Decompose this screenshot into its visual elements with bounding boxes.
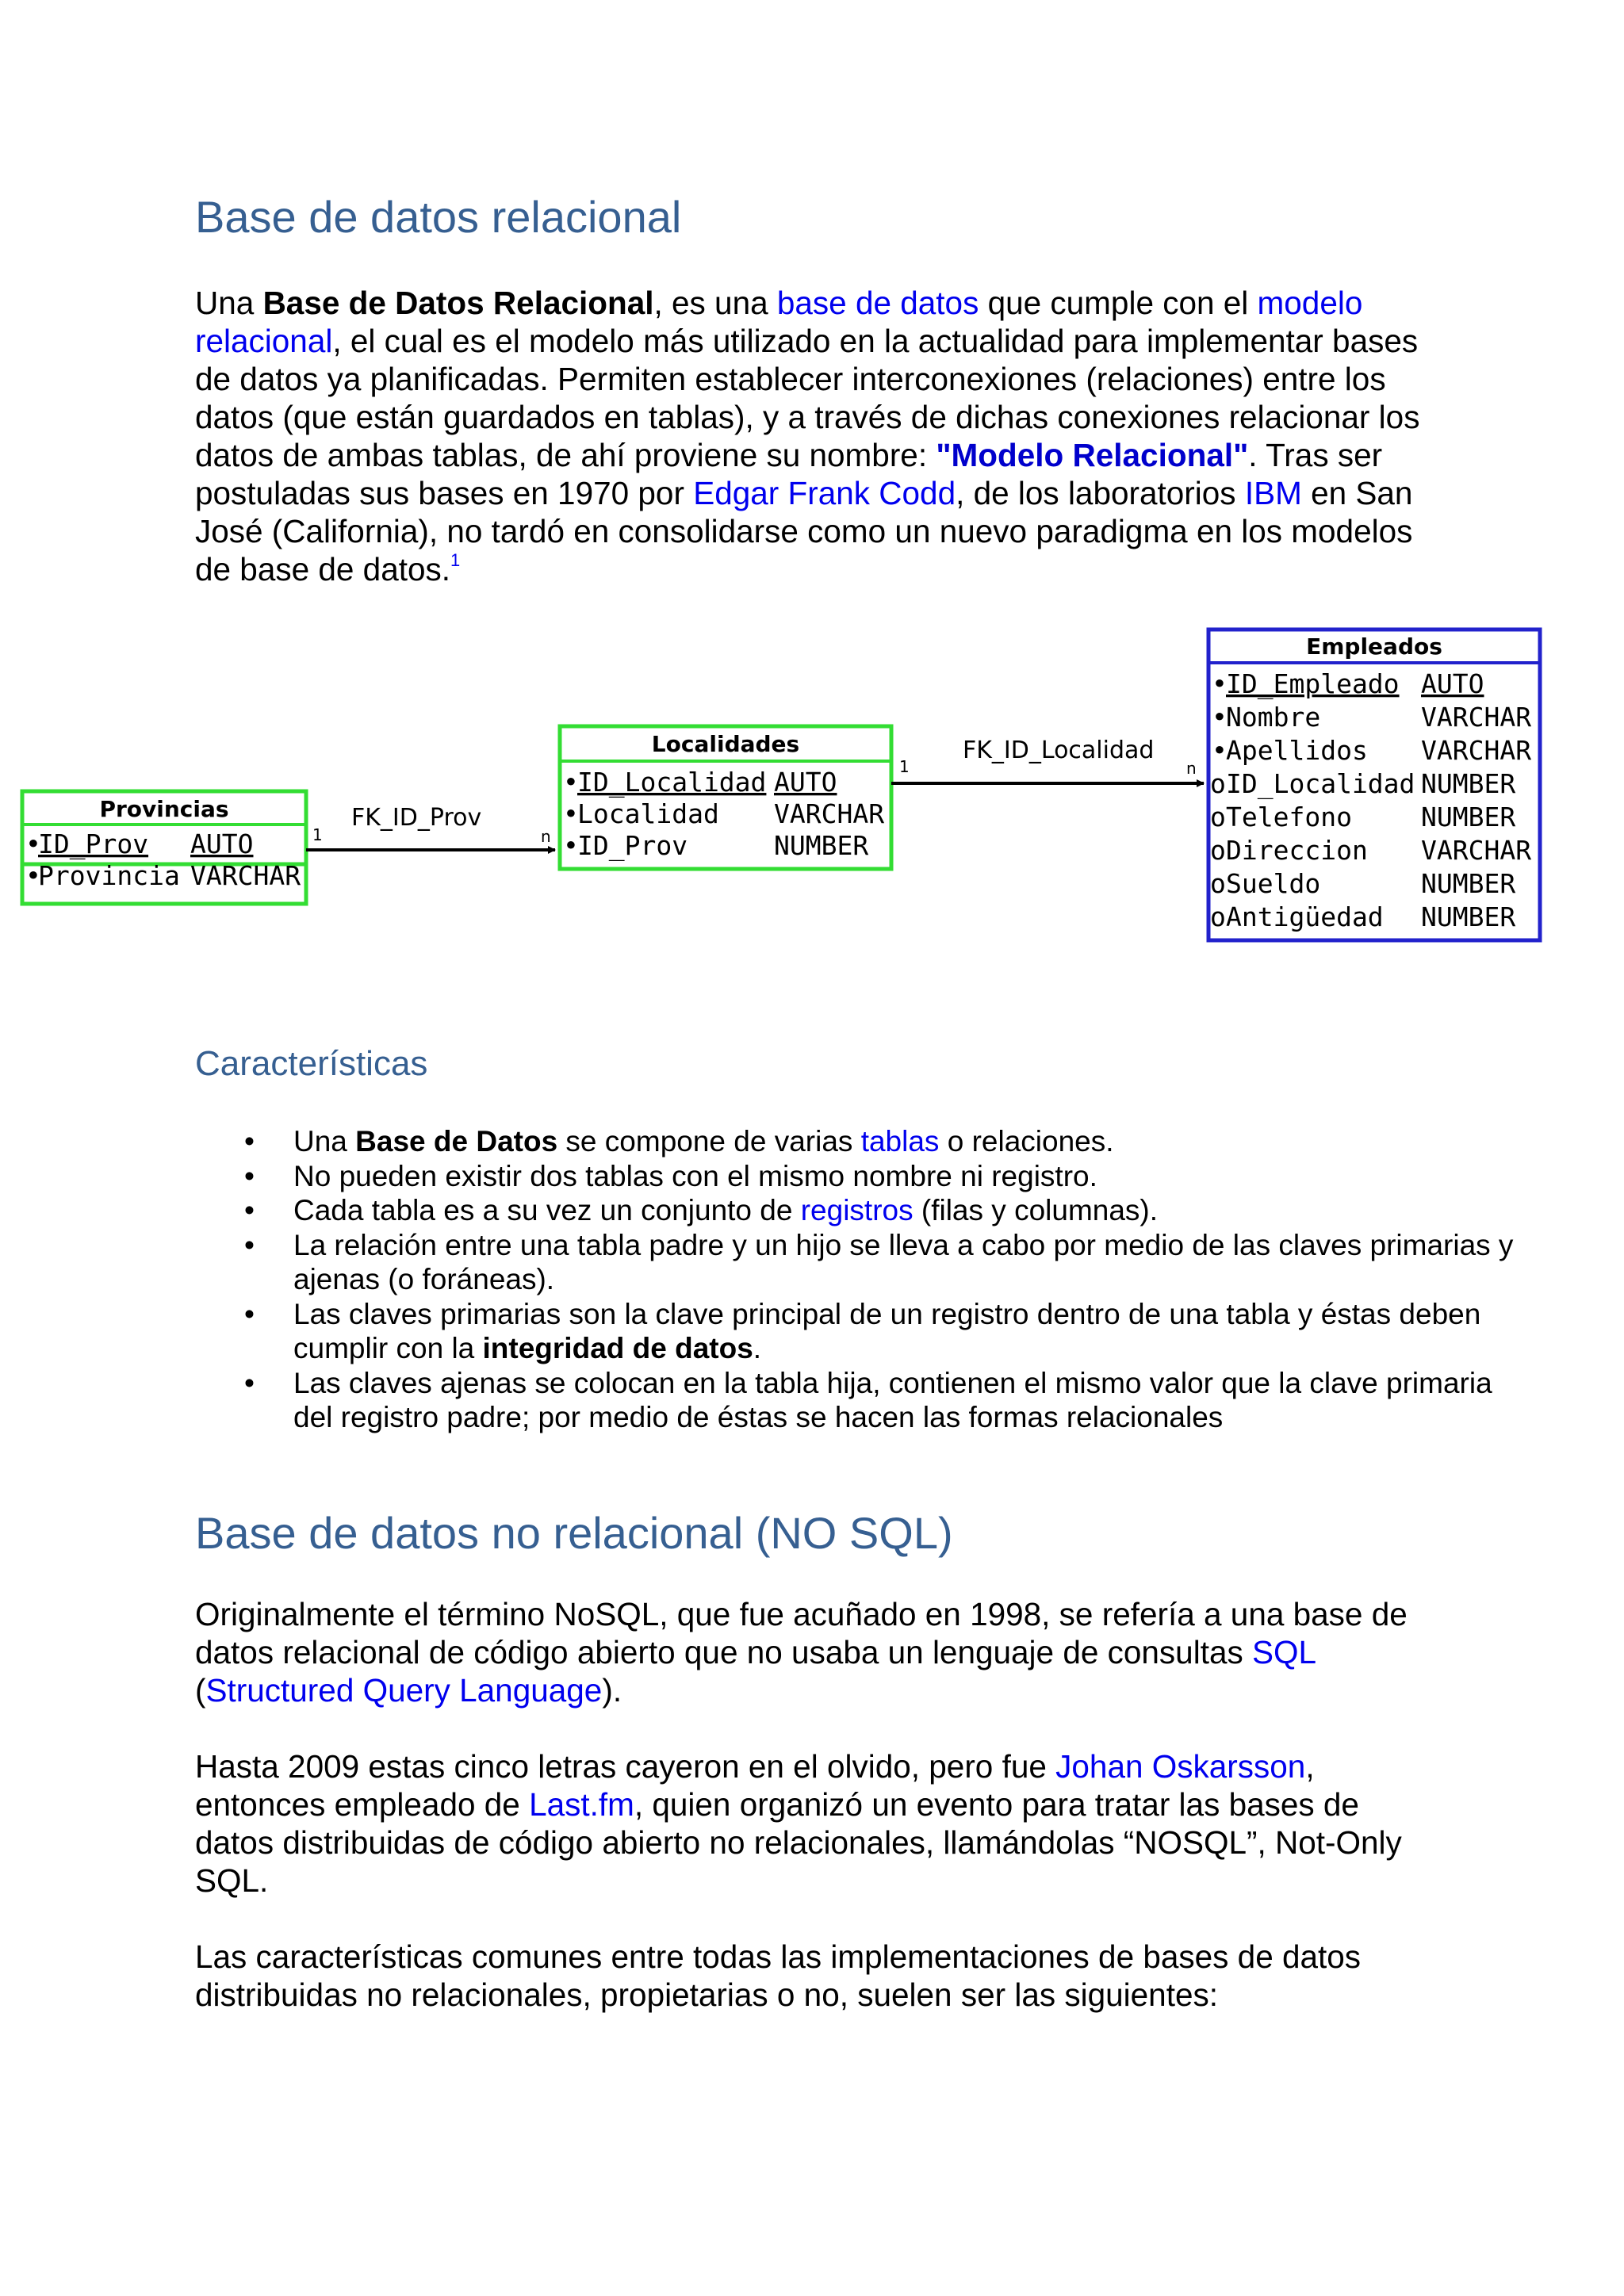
text-run: . Tras ser postuladas sus bases en 1970 por xyxy=(195,437,1383,511)
column-type: NUMBER xyxy=(774,830,869,861)
table-provincias xyxy=(22,791,306,904)
column-name-apellidos: Apellidos xyxy=(1226,735,1368,766)
column-name-nombre: Nombre xyxy=(1226,702,1321,733)
relation-label: FK_ID_Prov xyxy=(351,804,482,832)
bold-term: Base de Datos xyxy=(355,1125,558,1158)
table-empleados xyxy=(1208,629,1540,940)
column-name-id-prov: ID_Prov xyxy=(38,828,149,859)
text-run: Cada tabla es a su vez un conjunto de xyxy=(293,1194,801,1226)
relation-fk-id-prov xyxy=(306,804,555,850)
optional-marker: o xyxy=(1210,835,1226,866)
table-localidades xyxy=(560,726,891,869)
column-type: VARCHAR xyxy=(1421,835,1532,866)
list-item xyxy=(293,1193,1530,1228)
link-johan-oskarsson[interactable]: Johan Oskarsson xyxy=(1055,1748,1306,1785)
key-marker: • xyxy=(25,828,41,859)
column-type: NUMBER xyxy=(1421,868,1516,899)
column-type: AUTO xyxy=(1421,668,1484,699)
text-run: , es una xyxy=(653,285,777,321)
key-marker: • xyxy=(1212,735,1228,766)
table-title-provincias: Provincias xyxy=(99,796,229,822)
link-modelo-relacional-bold[interactable]: "Modelo Relacional" xyxy=(936,437,1249,473)
link-edgar-frank-codd[interactable]: Edgar Frank Codd xyxy=(693,475,956,511)
nosql-paragraph-1 xyxy=(195,1595,1432,1709)
list-item xyxy=(293,1366,1530,1435)
list-item xyxy=(293,1124,1530,1159)
link-base-de-datos[interactable]: base de datos xyxy=(776,285,979,321)
page-heading: Base de datos relacional xyxy=(195,192,682,242)
column-name-provincia: Provincia xyxy=(38,860,180,891)
link-sql[interactable]: SQL xyxy=(1251,1634,1316,1670)
table-title-localidades: Localidades xyxy=(651,731,800,757)
link-registros[interactable]: registros xyxy=(800,1194,914,1226)
multiplicity-many: n xyxy=(1186,759,1197,778)
text-run: Las claves primarias son la clave principal de un registro dentro de una tabla y éstas deben cumplir con la xyxy=(293,1297,1481,1364)
bold-term: Base de Datos Relacional xyxy=(262,285,654,321)
text-run: No pueden existir dos tablas con el mismo nombre ni registro. xyxy=(293,1159,1097,1192)
nosql-paragraph-3: Las características comunes entre todas las implementaciones de bases de datos distribuidas no relacionales, propietarias o no, suelen ser las siguientes: xyxy=(195,1938,1362,2013)
nosql-paragraph-2 xyxy=(195,1747,1432,1900)
column-type: VARCHAR xyxy=(774,798,885,829)
text-run: , entonces empleado de xyxy=(195,1748,1315,1823)
column-name-antiguedad: Antigüedad xyxy=(1226,901,1384,932)
optional-marker: o xyxy=(1210,901,1226,932)
list-item xyxy=(293,1159,1530,1194)
column-name-id-empleado: ID_Empleado xyxy=(1226,668,1400,699)
key-marker: • xyxy=(1212,668,1228,699)
bold-term: integridad de datos xyxy=(482,1332,753,1364)
text-run: se compone de varias xyxy=(557,1125,861,1158)
column-type: NUMBER xyxy=(1421,901,1516,932)
link-modelo-relacional[interactable]: modelo relacional xyxy=(195,285,1363,359)
link-ibm[interactable]: IBM xyxy=(1244,475,1302,511)
list-item xyxy=(293,1228,1530,1297)
key-marker: • xyxy=(563,830,579,861)
column-name-telefono: Telefono xyxy=(1226,802,1352,832)
optional-marker: o xyxy=(1210,868,1226,899)
optional-marker: o xyxy=(1210,802,1226,832)
column-type: VARCHAR xyxy=(1421,735,1532,766)
section-heading-nosql: Base de datos no relacional (NO SQL) xyxy=(195,1508,953,1558)
column-type: NUMBER xyxy=(1421,768,1516,799)
column-type: AUTO xyxy=(774,767,837,798)
optional-marker: o xyxy=(1210,768,1226,799)
column-type: VARCHAR xyxy=(1421,702,1532,733)
column-name-id-localidad: ID_Localidad xyxy=(1226,768,1415,799)
column-type: VARCHAR xyxy=(190,860,301,891)
multiplicity-many: n xyxy=(541,827,551,846)
text-run: , quien organizó un evento para tratar las bases de datos distribuidas de código abierto no relacionales, llamándolas “NOSQL”, Not-Only SQL. xyxy=(195,1786,1402,1899)
column-type: AUTO xyxy=(190,828,254,859)
relation-fk-id-localidad xyxy=(891,737,1204,783)
footnote-link[interactable]: 1 xyxy=(450,550,461,570)
key-marker: • xyxy=(563,798,579,829)
link-last-fm[interactable]: Last.fm xyxy=(529,1786,634,1823)
text-run: La relación entre una tabla padre y un hijo se lleva a cabo por medio de las claves primarias y ajenas (o foráneas). xyxy=(293,1228,1514,1295)
section-heading-caracteristicas: Características xyxy=(195,1044,428,1083)
relation-label: FK_ID_Localidad xyxy=(963,737,1155,764)
list-item xyxy=(293,1297,1530,1366)
text-run: Originalmente el término NoSQL, que fue acuñado en 1998, se refería a una base de datos relacional de código abierto que no usaba un lenguaje de consultas xyxy=(195,1596,1408,1670)
column-name-sueldo: Sueldo xyxy=(1226,868,1321,899)
text-run: ). xyxy=(602,1672,622,1709)
text-run: Una xyxy=(195,285,263,321)
link-structured-query-language[interactable]: Structured Query Language xyxy=(205,1672,603,1709)
intro-paragraph xyxy=(195,284,1432,588)
key-marker: • xyxy=(563,767,579,798)
column-name-id-localidad: ID_Localidad xyxy=(577,767,767,798)
column-type: NUMBER xyxy=(1421,802,1516,832)
text-run: ( xyxy=(195,1672,206,1709)
text-run: (filas y columnas). xyxy=(913,1194,1159,1226)
table-title-empleados: Empleados xyxy=(1306,633,1442,660)
column-name-direccion: Direccion xyxy=(1226,835,1368,866)
text-run: Una xyxy=(293,1125,356,1158)
link-tablas[interactable]: tablas xyxy=(860,1125,940,1158)
column-name-localidad: Localidad xyxy=(577,798,719,829)
er-diagram xyxy=(0,610,1624,959)
text-run: Hasta 2009 estas cinco letras cayeron en el olvido, pero fue xyxy=(195,1748,1056,1785)
column-name-id-prov: ID_Prov xyxy=(577,830,688,861)
multiplicity-one: 1 xyxy=(899,757,910,776)
text-run: . xyxy=(753,1332,762,1364)
text-run: , de los laboratorios xyxy=(956,475,1245,511)
multiplicity-one: 1 xyxy=(312,825,323,844)
text-run: , el cual es el modelo más utilizado en la actualidad para implementar bases de datos ya planificadas. Permiten establecer interconexiones (relaciones) entre los datos (que están guardados en tablas), y a través de dichas conexiones relacionar los datos de ambas tablas, de ahí proviene su nombre: xyxy=(195,323,1420,473)
key-marker: • xyxy=(25,860,41,891)
text-run: en San José (California), no tardó en consolidarse como un nuevo paradigma en los modelos de base de datos. xyxy=(195,475,1413,587)
text-run: Las claves ajenas se colocan en la tabla hija, contienen el mismo valor que la clave primaria del registro padre; por medio de éstas se hacen las formas relacionales xyxy=(293,1366,1492,1433)
characteristics-list xyxy=(195,1124,1530,1435)
text-run: que cumple con el xyxy=(979,285,1258,321)
text-run: o relaciones. xyxy=(939,1125,1114,1158)
key-marker: • xyxy=(1212,702,1228,733)
